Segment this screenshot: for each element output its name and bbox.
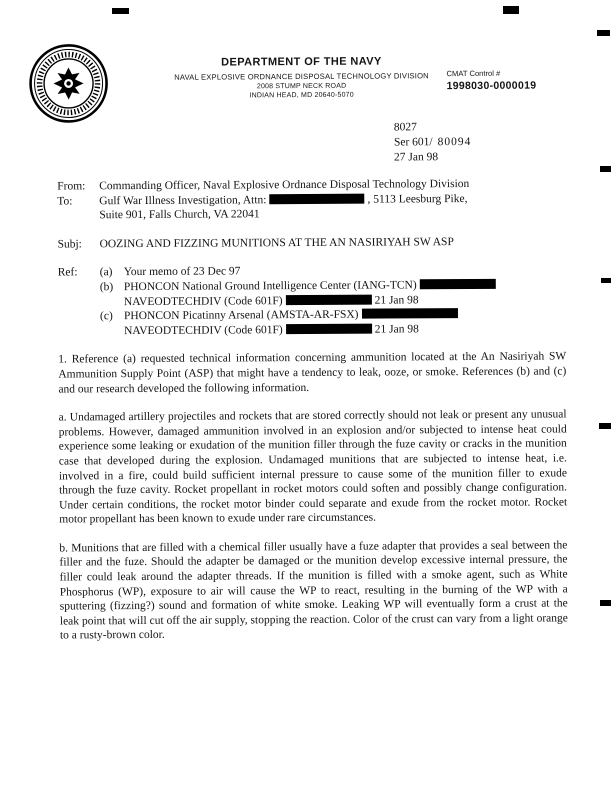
to-line-2 [57, 206, 565, 224]
reference-a-tag: (a) [99, 266, 113, 279]
redaction-bar [420, 279, 496, 289]
reference-b-line2-post: 21 Jan 98 [374, 293, 419, 307]
from-label: From: [57, 180, 86, 193]
to-text-pre: Gulf War Illness Investigation, Attn: [99, 193, 267, 207]
letterhead-address-street: 2008 STUMP NECK ROAD [256, 82, 347, 91]
reference-c-line1-text: PHONCON Picatinny Arsenal (AMSTA-AR-FSX) [123, 308, 359, 323]
paragraph-1: 1. Reference (a) requested technical information concerning ammunition located at the An Nasiriyah SW Ammunition Supply Point (ASP) that might have a tendency to leak, ooze, or smoke. References (b) and (c) and our research developed the following information. [58, 350, 567, 396]
letterhead-division: NAVAL EXPLOSIVE ORDNANCE DISPOSAL TECHNOLOGY DIVISION [174, 71, 429, 82]
to-label: To: [57, 195, 73, 208]
letter-date: 27 Jan 98 [393, 151, 439, 164]
reference-b-tag: (b) [99, 281, 114, 294]
from-text: Commanding Officer, Naval Explosive Ordnance Disposal Technology Division [99, 177, 470, 193]
to-text-line2: Suite 901, Falls Church, VA 22041 [99, 208, 260, 222]
letterhead-department: DEPARTMENT OF THE NAVY [221, 55, 382, 69]
office-code: 8027 [393, 121, 417, 134]
reference-c-line2-post: 21 Jan 98 [374, 323, 419, 336]
serial-date-block [394, 120, 472, 165]
subject-line [58, 234, 566, 252]
redaction-bar [269, 193, 364, 204]
letter-body [57, 176, 568, 643]
subject-label: Subj: [57, 238, 82, 251]
cmat-control-block [446, 68, 586, 92]
reference-c-text-line2 [124, 321, 566, 338]
redaction-bar [361, 308, 457, 319]
serial-line [394, 135, 471, 150]
cmat-control-label: CMAT Control # [446, 68, 501, 79]
paragraph-b: b. Munitions that are filled with a chemical filler usually have a fuze adapter that provides a seal between the filler and the fuze. Should the adapter be damaged or the munition develop excessive internal pressure, the filler could leak around the adapter threads. If the munition is filled with a smoke agent, such as White Phosphorus (WP), exposure to air will cause the WP to react, resulting in the burning of the WP with a sputtering (fizzing?) sound and formation of white smoke. Leaking WP will eventually form a crust at the leak point that will cut off the air supply, stopping the reaction. Color of the crust can vary from a light orange to a rusty-brown color. [59, 539, 568, 642]
serial-prefix: Ser 601/ [393, 136, 433, 149]
reference-label: Ref: [57, 266, 78, 279]
paragraph-a: a. Undamaged artillery projectiles and rockets that are stored correctly should not leak or present any unusual problems. However, damaged ammunition involved in an explosion and/or subjected to intense heat could experience some leaking or exudation of the munition filler through the fuze cavity or cracks in the munition case that developed during the explosion. Undamaged munitions that are subjected to intense heat, i.e. involved in a fire, could build sufficient internal pressure to cause some of the munition filler to exude through the fuze cavity. Rocket propellant in rocket motors could soften and possibly change configuration. Under certain conditions, the rocket motor binder could separate and exude from the rocket motor. Rocket motor propellant has been known to exude under rare circumstances. [58, 408, 568, 526]
serial-number-handwritten: 80094 [437, 135, 472, 149]
reference-c-tag: (c) [99, 310, 113, 323]
reference-a-text: Your memo of 23 Dec 97 [123, 265, 241, 279]
cmat-control-number: 1998030-0000019 [446, 79, 537, 93]
letterhead [131, 55, 471, 100]
redaction-bar [286, 323, 372, 334]
subject-text: OOZING AND FIZZING MUNITIONS AT THE AN NASIRIYAH SW ASP [99, 235, 454, 251]
to-text-post: , 5113 Leesburg Pike, [367, 192, 468, 206]
reference-b-line1-text: PHONCON National Ground Intelligence Center (IANG-TCN) [123, 279, 417, 294]
dod-seal-icon [28, 43, 108, 123]
reference-b-line2-pre: NAVEODTECHDIV (Code 601F) [123, 294, 283, 308]
letterhead-address-city: INDIAN HEAD, MD 20640-5070 [249, 91, 354, 100]
reference-line-c2 [58, 321, 566, 339]
redaction-bar [286, 294, 372, 305]
reference-c-line2-pre: NAVEODTECHDIV (Code 601F) [124, 323, 283, 337]
